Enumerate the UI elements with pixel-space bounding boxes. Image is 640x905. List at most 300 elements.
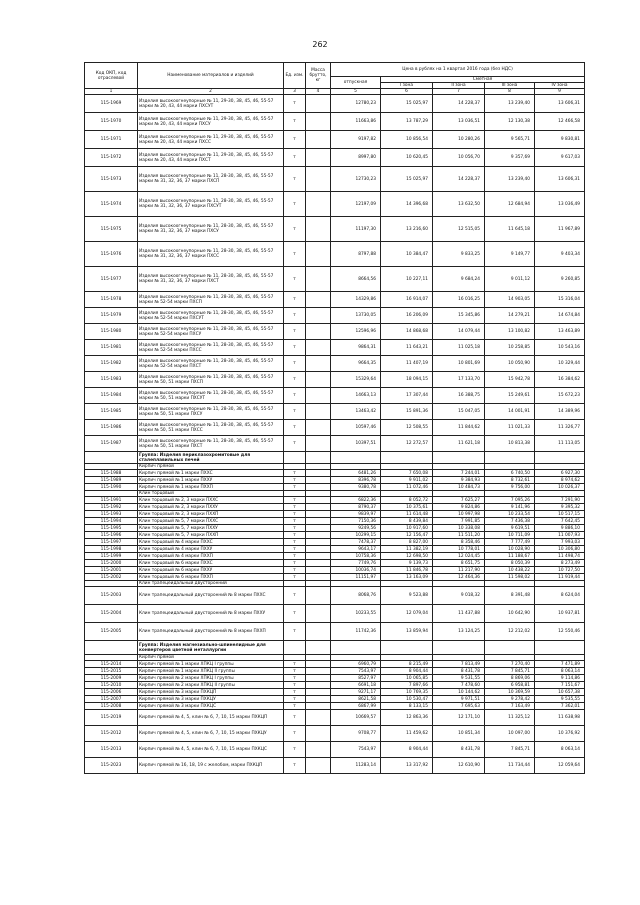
zone-2-cell: 8 651,75 [433, 560, 485, 567]
zone-1-cell: 10 856,54 [381, 131, 433, 149]
subgroup-title: Клин торцовый [138, 491, 284, 497]
empty-cell [381, 641, 433, 655]
zone-1-cell: 14 868,68 [381, 324, 433, 340]
table-row [85, 267, 585, 292]
zone-1-cell: 17 307,44 [381, 388, 433, 404]
release-price-cell: 13463,42 [331, 404, 381, 420]
zone-1-cell: 15 025,97 [381, 167, 433, 192]
zone-4-cell: 9 830,81 [535, 131, 585, 149]
release-price-cell: 7749,76 [331, 560, 381, 567]
zone-4-cell: 11 498,74 [535, 553, 585, 560]
zone-4-cell: 7 362,01 [535, 703, 585, 710]
zone-4-cell: 8 063,14 [535, 742, 585, 758]
zone-2-cell: 9 833,25 [433, 242, 485, 267]
zone-4-cell: 14 389,96 [535, 404, 585, 420]
name-cell: Клин трапецеидальный двусторонний № 8 марки ПХХП [138, 623, 284, 641]
zone-3-cell: 7 845,71 [485, 742, 535, 758]
zone-2-cell: 10 484,73 [433, 484, 485, 491]
table-row [85, 532, 585, 539]
zone-2-cell: 11 844,62 [433, 420, 485, 436]
unit-cell: т [284, 532, 306, 539]
mass-cell [306, 675, 331, 682]
name-cell: Изделия высокоогнеупорные № 11, 28-30, 38, 45, 46, 55-57 марки № 50, 51 марки ПХСП [138, 372, 284, 388]
code-cell: 115-2003 [85, 587, 138, 605]
zone-1-cell: 13 163,09 [381, 574, 433, 581]
code-cell: 115-2013 [85, 742, 138, 758]
mass-cell [306, 726, 331, 742]
code-cell: 115-1986 [85, 420, 138, 436]
release-price-cell: 7543,97 [331, 668, 381, 675]
code-cell: 115-2010 [85, 682, 138, 689]
table-body [85, 95, 585, 774]
name-cell: Клин торцовый № 5, 7 марки ПХХУ [138, 525, 284, 532]
zone-1-cell: 12 508,55 [381, 420, 433, 436]
unit-cell: т [284, 675, 306, 682]
zone-1-cell: 12 272,57 [381, 436, 433, 452]
code-cell: 115-1980 [85, 324, 138, 340]
mass-cell [306, 372, 331, 388]
release-price-cell: 9864,31 [331, 340, 381, 356]
mass-cell [306, 470, 331, 477]
zone-2-cell: 14 228,37 [433, 95, 485, 113]
index-cell: 6 [381, 89, 433, 95]
name-cell: Клин трапецеидальный двусторонний № 8 марки ПХХУ [138, 605, 284, 623]
unit-cell: т [284, 682, 306, 689]
unit-cell: т [284, 696, 306, 703]
mass-cell [306, 511, 331, 518]
zone-4-cell: 10 543,16 [535, 340, 585, 356]
zone-4-cell: 13 606,31 [535, 167, 585, 192]
mass-cell [306, 539, 331, 546]
mass-cell [306, 661, 331, 668]
release-price-cell: 7543,97 [331, 742, 381, 758]
zone-2-cell: 7 244,01 [433, 470, 485, 477]
release-price-cell: 12730,23 [331, 167, 381, 192]
table-row [85, 742, 585, 758]
zone-3-cell: 11 645,18 [485, 217, 535, 242]
code-cell: 115-1972 [85, 149, 138, 167]
zone-3-cell: 12 684,94 [485, 192, 535, 217]
table-row [85, 356, 585, 372]
zone-3-cell: 9 149,77 [485, 242, 535, 267]
zone-3-cell: 12 212,02 [485, 623, 535, 641]
mass-cell [306, 340, 331, 356]
zone-3-cell: 6 740,50 [485, 470, 535, 477]
table-row [85, 149, 585, 167]
unit-cell: т [284, 560, 306, 567]
table-row [85, 504, 585, 511]
zone-4-cell: 13 463,89 [535, 324, 585, 340]
mass-cell [306, 192, 331, 217]
release-price-cell: 9664,35 [331, 356, 381, 372]
unit-cell: т [284, 470, 306, 477]
zone-1-cell: 11 382,19 [381, 546, 433, 553]
name-cell: Клин торцовый № 4 марки ПХХП [138, 553, 284, 560]
zone-2-cell: 16 388,75 [433, 388, 485, 404]
release-price-cell: 10397,51 [331, 436, 381, 452]
zone-3-cell: 10 050,90 [485, 356, 535, 372]
zone-4-cell: 11 113,05 [535, 436, 585, 452]
zone-3-cell: 9 565,71 [485, 131, 535, 149]
zone-3-cell: 11 325,12 [485, 710, 535, 726]
zone-3-cell: 8 869,06 [485, 675, 535, 682]
unit-cell: т [284, 726, 306, 742]
code-cell [85, 452, 138, 464]
zone-3-cell: 7 777,49 [485, 539, 535, 546]
table-row [85, 661, 585, 668]
zone-3-cell: 10 233,54 [485, 511, 535, 518]
table-row [85, 567, 585, 574]
mass-cell [306, 689, 331, 696]
release-price-cell: 6691,18 [331, 682, 381, 689]
name-cell: Изделия высокоогнеупорные № 11, 28-30, 38, 45, 46, 55-57 марки № 31, 32, 36, 37 марки ПХСУ [138, 217, 284, 242]
zone-2-cell: 7 478,60 [433, 682, 485, 689]
code-cell [85, 641, 138, 655]
zone-3-cell: 14 903,05 [485, 292, 535, 308]
code-cell: 115-1973 [85, 167, 138, 192]
table-row [85, 404, 585, 420]
code-cell: 115-1984 [85, 388, 138, 404]
table-row [85, 420, 585, 436]
zone-1-cell: 10 375,61 [381, 504, 433, 511]
zone-1-cell: 10 917,60 [381, 525, 433, 532]
mass-cell [306, 356, 331, 372]
code-cell: 115-2004 [85, 605, 138, 623]
mass-cell [306, 242, 331, 267]
code-cell: 115-2023 [85, 758, 138, 774]
zone-3-cell: 11 021,33 [485, 420, 535, 436]
name-cell: Кирпич прямой № 1 марки ПХХС [138, 470, 284, 477]
zone-3-cell: 9 141,96 [485, 504, 535, 511]
zone-3-cell: 10 097,00 [485, 726, 535, 742]
zone-4-cell: 9 403,34 [535, 242, 585, 267]
zone-2-cell: 9 824,86 [433, 504, 485, 511]
table-row [85, 470, 585, 477]
unit-cell: т [284, 267, 306, 292]
zone-4-cell: 13 036,49 [535, 192, 585, 217]
code-cell: 115-1978 [85, 292, 138, 308]
name-cell: Кирпич прямой № 1 марки ПХХУ [138, 477, 284, 484]
zone-1-cell: 11 072,46 [381, 484, 433, 491]
name-cell: Клин торцовый № 6 марки ПХХС [138, 560, 284, 567]
table-row [85, 587, 585, 605]
table-row [85, 340, 585, 356]
name-cell: Кирпич прямой № 2 марки ХПКЦ II группы [138, 682, 284, 689]
code-cell: 115-2001 [85, 567, 138, 574]
zone-1-cell: 10 620,45 [381, 149, 433, 167]
zone-2-cell: 9 971,51 [433, 696, 485, 703]
name-cell: Кирпич прямой № 16, 18, 19 с желобом, марки ПХКЦП [138, 758, 284, 774]
unit-cell: т [284, 95, 306, 113]
table-row [85, 726, 585, 742]
code-cell: 115-2009 [85, 675, 138, 682]
zone-4-cell: 10 727,50 [535, 567, 585, 574]
zone-4-cell: 8 063,14 [535, 668, 585, 675]
zone-4-cell: 11 638,98 [535, 710, 585, 726]
zone-2-cell: 9 384,93 [433, 477, 485, 484]
unit-cell: т [284, 477, 306, 484]
zone-1-cell: 8 052,72 [381, 497, 433, 504]
zone-1-cell: 9 523,88 [381, 587, 433, 605]
zone-3-cell: 14 279,21 [485, 308, 535, 324]
code-cell: 115-1971 [85, 131, 138, 149]
name-cell: Клин торцовый № 5, 7 марки ПХХП [138, 532, 284, 539]
name-cell: Кирпич прямой № 1 марки ПХХП [138, 484, 284, 491]
zone-2-cell: 12 171,10 [433, 710, 485, 726]
zone-4-cell: 9 395,32 [535, 504, 585, 511]
zone-4-cell: 8 624,04 [535, 587, 585, 605]
table-row [85, 131, 585, 149]
header-zone-3: III зона [485, 83, 535, 89]
zone-4-cell: 16 384,62 [535, 372, 585, 388]
table-row [85, 682, 585, 689]
mass-cell [306, 546, 331, 553]
subgroup-title: Клин трапецеидальный двусторонний [138, 581, 284, 587]
release-price-cell: 7150,36 [331, 518, 381, 525]
zone-4-cell: 10 329,44 [535, 356, 585, 372]
name-cell: Изделия высокоогнеупорные № 11, 28-30, 38, 45, 46, 55-57 марки № 52-54 марки ПХСТ [138, 356, 284, 372]
zone-1-cell: 15 891,36 [381, 404, 433, 420]
release-price-cell: 12596,96 [331, 324, 381, 340]
table-row [85, 675, 585, 682]
header-name: Наименование материалов и изделий [138, 63, 284, 89]
unit-cell: т [284, 511, 306, 518]
zone-2-cell: 13 632,50 [433, 192, 485, 217]
mass-cell [306, 484, 331, 491]
zone-3-cell: 10 028,90 [485, 546, 535, 553]
empty-cell [284, 641, 306, 655]
unit-cell: т [284, 668, 306, 675]
zone-2-cell: 8 431,78 [433, 668, 485, 675]
unit-cell: т [284, 308, 306, 324]
index-cell: 5 [331, 89, 381, 95]
zone-1-cell: 13 317,92 [381, 758, 433, 774]
release-price-cell: 15329,64 [331, 372, 381, 388]
mass-cell [306, 560, 331, 567]
mass-cell [306, 567, 331, 574]
mass-cell [306, 149, 331, 167]
index-cell: 3 [284, 89, 306, 95]
code-cell: 115-2006 [85, 689, 138, 696]
zone-2-cell: 10 851,34 [433, 726, 485, 742]
table-row [85, 546, 585, 553]
release-price-cell: 9197,82 [331, 131, 381, 149]
group-row [85, 641, 585, 655]
table-row [85, 574, 585, 581]
header-unit: Ед. изм. [284, 63, 306, 89]
table-row [85, 518, 585, 525]
zone-1-cell: 13 216,60 [381, 217, 433, 242]
code-cell: 115-1969 [85, 95, 138, 113]
zone-2-cell: 7 991,85 [433, 518, 485, 525]
table-row [85, 292, 585, 308]
table-row [85, 192, 585, 217]
unit-cell: т [284, 518, 306, 525]
table-row [85, 113, 585, 131]
zone-2-cell: 11 511,20 [433, 532, 485, 539]
code-cell: 115-1988 [85, 470, 138, 477]
mass-cell [306, 95, 331, 113]
zone-2-cell: 9 531,55 [433, 675, 485, 682]
name-cell: Изделия высокоогнеупорные № 11, 28-30, 38, 45, 46, 55-57 марки № 31, 32, 36, 37 марки ПХСТ [138, 267, 284, 292]
unit-cell: т [284, 340, 306, 356]
zone-4-cell: 7 151,67 [535, 682, 585, 689]
code-cell: 115-2000 [85, 560, 138, 567]
zone-1-cell: 11 614,48 [381, 511, 433, 518]
zone-2-cell: 9 018,32 [433, 587, 485, 605]
zone-1-cell: 8 827,00 [381, 539, 433, 546]
zone-3-cell: 13 239,40 [485, 95, 535, 113]
unit-cell: т [284, 242, 306, 267]
release-price-cell: 10233,55 [331, 605, 381, 623]
zone-1-cell: 8 904,44 [381, 668, 433, 675]
name-cell: Изделия высокоогнеупорные № 11, 28-30, 38, 45, 46, 55-57 марки № 50, 51 марки ПХСУ [138, 404, 284, 420]
group-row [85, 452, 585, 464]
table-row [85, 539, 585, 546]
zone-2-cell: 11 217,90 [433, 567, 485, 574]
code-cell: 115-1999 [85, 553, 138, 560]
zone-3-cell: 11 598,02 [485, 574, 535, 581]
unit-cell: т [284, 497, 306, 504]
name-cell: Кирпич прямой № 1 марки ХПКЦ II группы [138, 668, 284, 675]
mass-cell [306, 497, 331, 504]
zone-4-cell: 15 316,04 [535, 292, 585, 308]
empty-cell [284, 452, 306, 464]
zone-4-cell: 11 007,93 [535, 532, 585, 539]
zone-4-cell: 7 642,45 [535, 518, 585, 525]
mass-cell [306, 308, 331, 324]
zone-4-cell: 12 466,58 [535, 113, 585, 131]
zone-3-cell: 7 845,71 [485, 668, 535, 675]
name-cell: Клин торцовый № 6 марки ПХХУ [138, 567, 284, 574]
zone-2-cell: 13 124,25 [433, 623, 485, 641]
zone-1-cell: 12 698,50 [381, 553, 433, 560]
zone-3-cell: 7 095,26 [485, 497, 535, 504]
name-cell: Клин торцовый № 4 марки ПХХС [138, 539, 284, 546]
zone-2-cell: 16 016,25 [433, 292, 485, 308]
name-cell: Клин торцовый № 2, 3 марки ПХХП [138, 511, 284, 518]
table-header [85, 63, 585, 95]
unit-cell: т [284, 484, 306, 491]
zone-2-cell: 8 431,78 [433, 742, 485, 758]
header-mass: Масса брутто, кг [306, 63, 331, 89]
table-row [85, 703, 585, 710]
release-price-cell: 10669,57 [331, 710, 381, 726]
table-row [85, 217, 585, 242]
unit-cell: т [284, 217, 306, 242]
zone-1-cell: 14 396,68 [381, 192, 433, 217]
name-cell: Изделия высокоогнеупорные № 11, 28-30, 38, 45, 46, 55-57 марки № 31, 32, 36, 37 марки ПХСУТ [138, 192, 284, 217]
unit-cell: т [284, 149, 306, 167]
code-cell: 115-2007 [85, 696, 138, 703]
zone-1-cell: 13 859,94 [381, 623, 433, 641]
mass-cell [306, 504, 331, 511]
zone-3-cell: 6 958,81 [485, 682, 535, 689]
zone-1-cell: 11 643,21 [381, 340, 433, 356]
release-price-cell: 11197,30 [331, 217, 381, 242]
name-cell: Кирпич прямой № 4, 5, клин № 6, 7, 10, 15 марки ПХКЦП [138, 710, 284, 726]
release-price-cell: 10299,15 [331, 532, 381, 539]
zone-2-cell: 10 778,01 [433, 546, 485, 553]
zone-3-cell: 9 619,51 [485, 525, 535, 532]
release-price-cell: 8664,56 [331, 267, 381, 292]
unit-cell: т [284, 587, 306, 605]
zone-1-cell: 10 227,11 [381, 267, 433, 292]
group-title: Группа: Изделия магнезиально-шпинелидные для конвертеров цветной металлургии [138, 641, 284, 655]
unit-cell: т [284, 131, 306, 149]
release-price-cell: 14663,13 [331, 388, 381, 404]
code-cell: 115-2014 [85, 661, 138, 668]
unit-cell: т [284, 388, 306, 404]
header-release-price: отпускная [331, 77, 381, 89]
mass-cell [306, 167, 331, 192]
zone-2-cell: 10 056,70 [433, 149, 485, 167]
empty-cell [535, 452, 585, 464]
zone-4-cell: 11 919,44 [535, 574, 585, 581]
code-cell: 115-1997 [85, 539, 138, 546]
table-row [85, 605, 585, 623]
zone-1-cell: 15 025,97 [381, 95, 433, 113]
release-price-cell: 8790,37 [331, 504, 381, 511]
table-row [85, 560, 585, 567]
unit-cell: т [284, 167, 306, 192]
zone-1-cell: 12 863,36 [381, 710, 433, 726]
table-row [85, 484, 585, 491]
release-price-cell: 6481,26 [331, 470, 381, 477]
code-cell: 115-1989 [85, 477, 138, 484]
mass-cell [306, 518, 331, 525]
mass-cell [306, 532, 331, 539]
index-cell: 9 [535, 89, 585, 95]
mass-cell [306, 696, 331, 703]
mass-cell [306, 267, 331, 292]
name-cell: Кирпич прямой № 3 марки ПХКЦП [138, 689, 284, 696]
zone-3-cell: 10 258,85 [485, 340, 535, 356]
release-price-cell: 11742,36 [331, 623, 381, 641]
release-price-cell: 9708,77 [331, 726, 381, 742]
zone-4-cell: 9 535,55 [535, 696, 585, 703]
release-price-cell: 11663,86 [331, 113, 381, 131]
unit-cell: т [284, 567, 306, 574]
mass-cell [306, 113, 331, 131]
header-price-title: Цена в рублях на 1 квартал 2016 года (без НДС) [331, 63, 585, 77]
code-cell: 115-2012 [85, 726, 138, 742]
zone-4-cell: 13 606,31 [535, 95, 585, 113]
code-cell: 115-1976 [85, 242, 138, 267]
table-row [85, 696, 585, 703]
release-price-cell: 11283,14 [331, 758, 381, 774]
zone-4-cell: 9 886,10 [535, 525, 585, 532]
release-price-cell: 6960,79 [331, 661, 381, 668]
zone-2-cell: 10 338,08 [433, 525, 485, 532]
release-price-cell: 8527,97 [331, 675, 381, 682]
name-cell: Клин трапецеидальный двусторонний № 8 марки ПХХС [138, 587, 284, 605]
code-cell: 115-1994 [85, 518, 138, 525]
zone-4-cell: 12 059,64 [535, 758, 585, 774]
zone-4-cell: 10 657,38 [535, 689, 585, 696]
name-cell: Кирпич прямой № 3 марки ПХКЦУ [138, 696, 284, 703]
empty-cell [535, 641, 585, 655]
zone-2-cell: 10 144,62 [433, 689, 485, 696]
zone-1-cell: 12 156,47 [381, 532, 433, 539]
name-cell: Изделия высокоогнеупорные № 11, 28-30, 38, 45, 46, 55-57 марки № 50, 51 марки ПХСТ [138, 436, 284, 452]
zone-1-cell: 9 911,02 [381, 477, 433, 484]
empty-cell [306, 452, 331, 464]
zone-1-cell: 10 384,47 [381, 242, 433, 267]
name-cell: Изделия высокоогнеупорные № 11, 29-30, 38, 45, 46, 55-57 марки № 20, 43, 44 марки ПХСТ [138, 149, 284, 167]
code-cell: 115-2005 [85, 623, 138, 641]
zone-4-cell: 9 114,86 [535, 675, 585, 682]
